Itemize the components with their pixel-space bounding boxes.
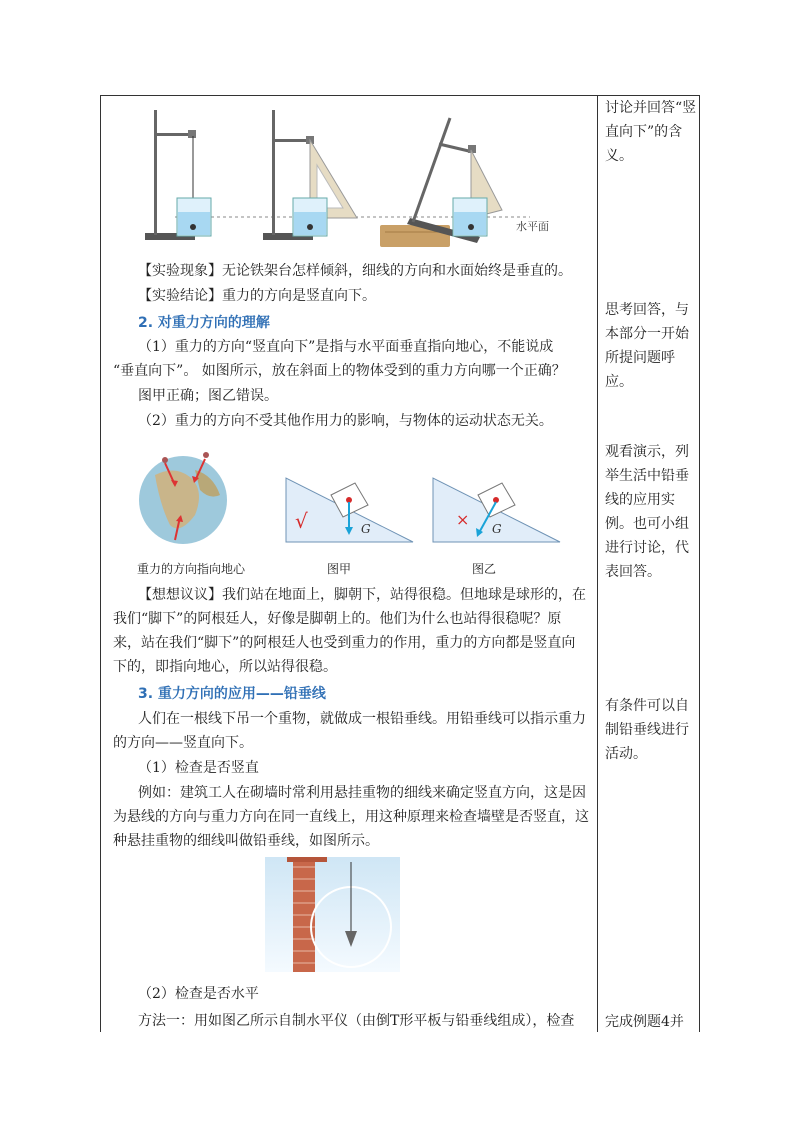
think-line2: 我们“脚下”的阿根廷人，好像是脚朝上的。他们为什么也站得很稳呢？原 xyxy=(113,611,562,627)
example-line1: 例如：建筑工人在砌墙时常利用悬挂重物的细线来确定竖直方向，这是因 xyxy=(138,785,586,801)
section2-p1-answer: 图甲正确；图乙错误。 xyxy=(138,388,278,404)
example-line2: 为悬线的方向与重力方向在同一直线上，用这种原理来检查墙壁是否竖直，这 xyxy=(113,809,589,825)
iron-stand-experiment-figure xyxy=(135,100,575,250)
sidebar-note-2: 思考回答，与本部分一开始所提问题呼应。 xyxy=(605,302,689,390)
earth-figure xyxy=(135,445,235,550)
sidebar-note-5: 完成例题4并 xyxy=(605,1014,684,1030)
section2-heading: 2. 对重力方向的理解 xyxy=(138,315,270,331)
think-line3: 来，站在我们“脚下”的阿根廷人也受到重力的作用，重力的方向都是竖直向 xyxy=(113,635,576,651)
plumb-line-wall-figure xyxy=(265,857,400,972)
cross-mark: × xyxy=(456,510,470,529)
sidebar-note-1: 讨论并回答“竖直向下”的含义。 xyxy=(605,100,697,164)
think-line4: 下的，即指向地心，所以站得很稳。 xyxy=(113,659,337,675)
sidebar-note-3: 观看演示，列举生活中铅垂线的应用实例。也可小组进行讨论，代表回答。 xyxy=(605,444,689,580)
example-line3: 种悬挂重物的细线叫做铅垂线，如图所示。 xyxy=(113,833,379,849)
section3-sub1: （1）检查是否竖直 xyxy=(138,760,259,776)
experiment-phenomenon: 【实验现象】无论铁架台怎样倾斜，细线的方向和水面始终是垂直的。 xyxy=(138,263,572,279)
water-level-label: 水平面 xyxy=(516,220,549,233)
jia-caption: 图甲 xyxy=(327,562,352,576)
section3-sub2: （2）检查是否水平 xyxy=(138,986,259,1002)
section2-p2: （2）重力的方向不受其他作用力的影响，与物体的运动状态无关。 xyxy=(138,413,553,429)
earth-caption: 重力的方向指向地心 xyxy=(137,562,246,576)
sidebar-note-4: 有条件可以自制铅垂线进行活动。 xyxy=(605,698,689,762)
column-divider xyxy=(597,95,598,1032)
check-mark: √ xyxy=(295,509,308,533)
incline-yi-figure xyxy=(430,475,565,545)
method1-text: 方法一：用如图乙所示自制水平仪（由倒T形平板与铅垂线组成），检查 xyxy=(138,1013,575,1029)
g-label-yi: G xyxy=(492,522,502,536)
incline-jia-figure xyxy=(283,475,418,545)
yi-caption: 图乙 xyxy=(472,562,497,576)
g-label-jia: G xyxy=(361,522,371,536)
section3-intro-line2: 的方向——竖直向下。 xyxy=(113,735,253,751)
section2-p1-line2: “垂直向下”。 如图所示，放在斜面上的物体受到的重力方向哪一个正确？ xyxy=(113,363,566,379)
section2-p1-line1: （1）重力的方向“竖直向下”是指与水平面垂直指向地心，不能说成 xyxy=(138,339,554,355)
section3-intro-line1: 人们在一根线下吊一个重物，就做成一根铅垂线。用铅垂线可以指示重力 xyxy=(138,711,586,727)
think-line1: 【想想议议】我们站在地面上，脚朝下，站得很稳。但地球是球形的，在 xyxy=(138,587,586,603)
experiment-conclusion: 【实验结论】重力的方向是竖直向下。 xyxy=(138,288,376,304)
section3-heading: 3. 重力方向的应用——铅垂线 xyxy=(138,686,326,702)
